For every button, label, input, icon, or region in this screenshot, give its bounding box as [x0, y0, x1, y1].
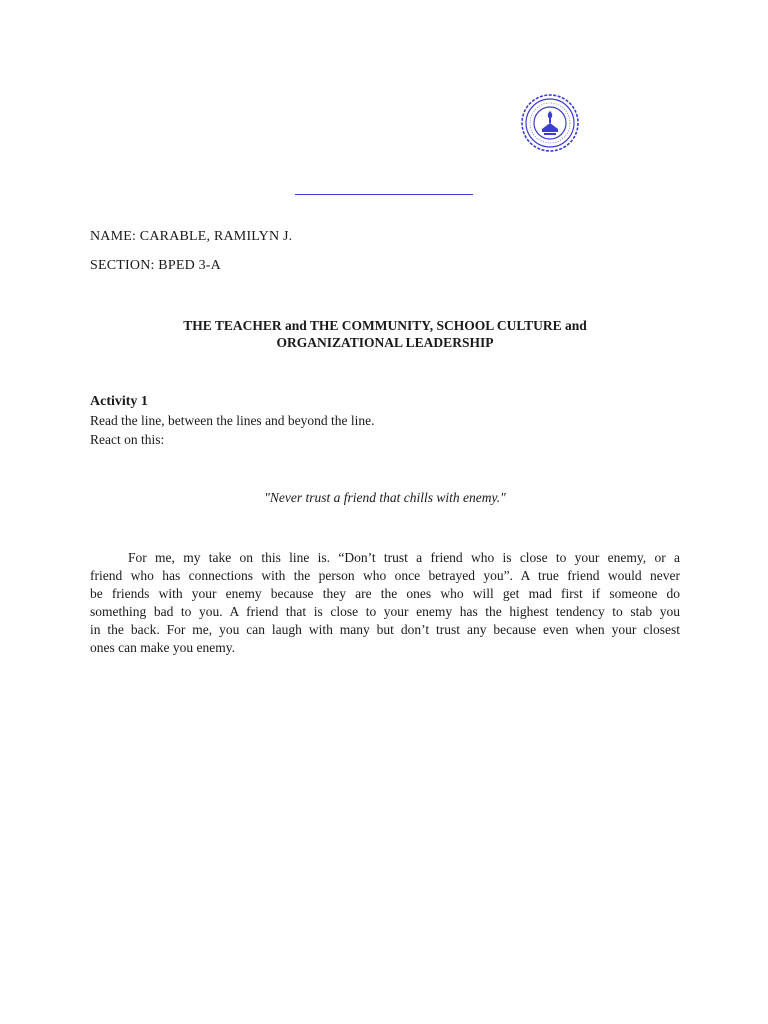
essay-line: ones can make you enemy. [90, 640, 235, 655]
essay-line: For me, my take on this line is. “Don’t trust a friend who is close to your enemy, or a [128, 550, 680, 565]
quote: "Never trust a friend that chills with enemy." [264, 490, 506, 505]
header-rule [295, 194, 473, 195]
instruction-line-1: Read the line, between the lines and beyond the line. [90, 413, 375, 428]
title-line-2: ORGANIZATIONAL LEADERSHIP [276, 335, 494, 350]
essay-line: something bad to you. A friend that is close to your enemy has the highest tendency to stab you [90, 604, 680, 619]
essay-paragraph [90, 549, 680, 657]
university-seal-icon [520, 93, 580, 153]
essay-line: friend who has connections with the person who once betrayed you”. A true friend would never [90, 568, 680, 583]
student-name: NAME: CARABLE, RAMILYN J. [90, 229, 293, 244]
activity-heading: Activity 1 [90, 394, 148, 409]
instruction-line-2: React on this: [90, 432, 165, 447]
student-section: SECTION: BPED 3-A [90, 258, 221, 273]
essay-line: in the back. For me, you can laugh with many but don’t trust any because even when your closest [90, 622, 680, 637]
essay-line: be friends with your enemy because they are the ones who will get mad first if someone do [90, 586, 680, 601]
title-line-1: THE TEACHER and THE COMMUNITY, SCHOOL CULTURE and [183, 318, 587, 333]
document-title [90, 317, 680, 351]
